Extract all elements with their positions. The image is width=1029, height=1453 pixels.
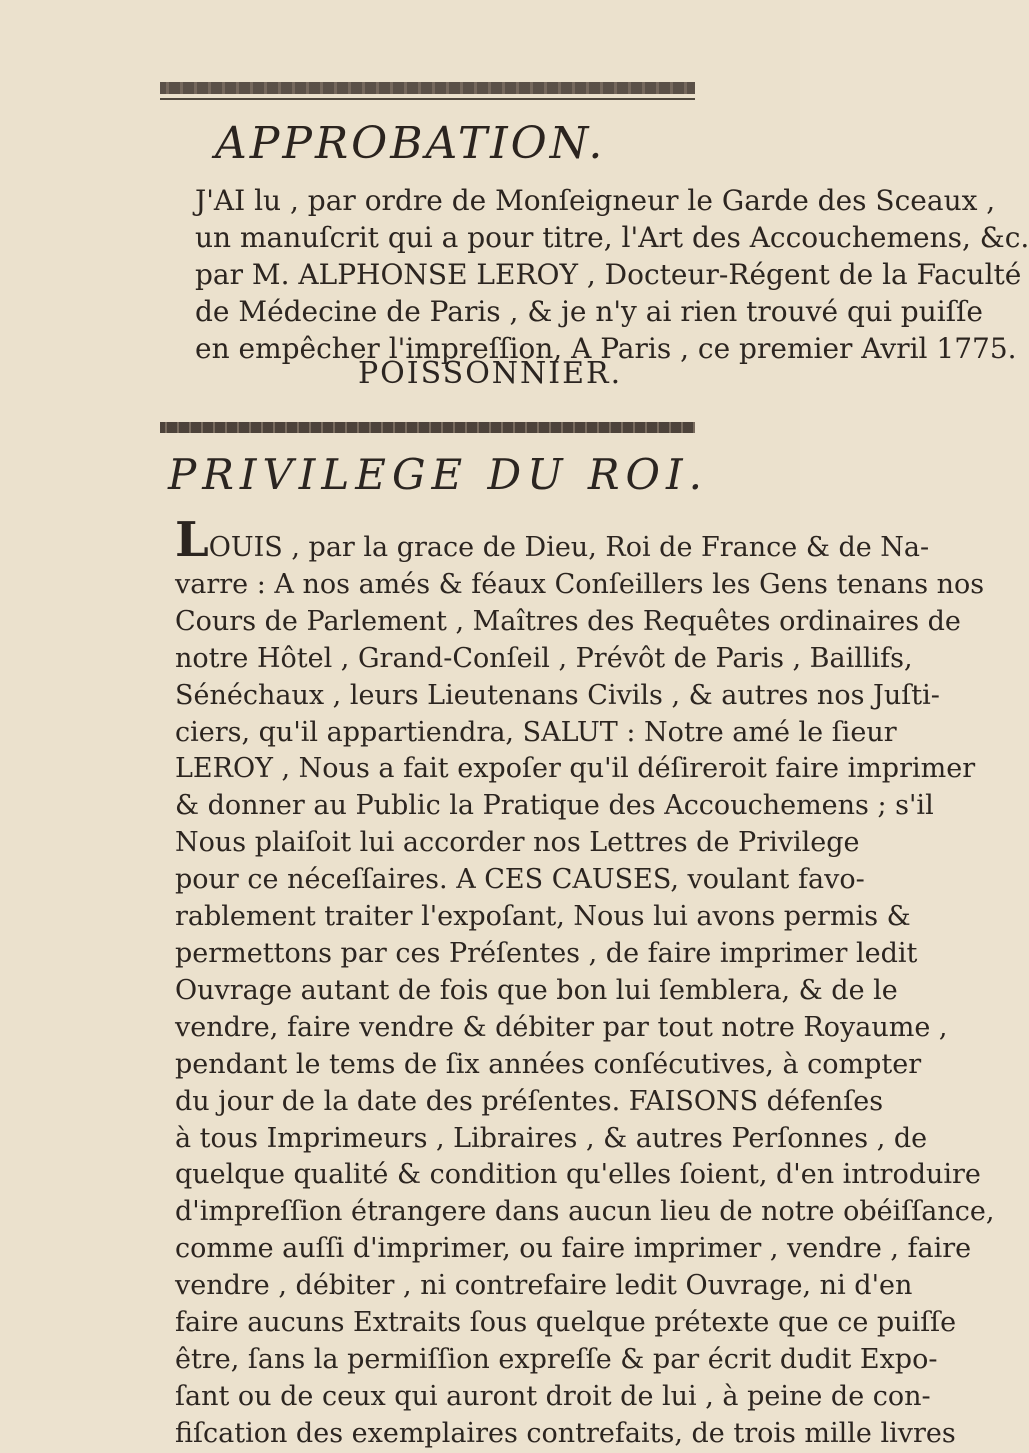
privilege-line: d'impreſſion étrangere dans aucun lieu de notre obéiſſance, — [175, 1196, 995, 1228]
approbation-signature: POISSONNIER. — [358, 356, 623, 391]
privilege-line-text: OUIS , par la grace de Dieu, Roi de France & de Na- — [208, 532, 930, 563]
approbation-line: de Médecine de Paris , & je n'y ai rien trouvé qui puiſſe — [195, 295, 984, 328]
privilege-paragraph — [175, 512, 995, 1453]
approbation-line: J'AI lu , par ordre de Monſeigneur le Garde des Sceaux , — [195, 184, 996, 217]
privilege-heading: PRIVILEGE DU ROI. — [168, 450, 708, 499]
privilege-line: permettons par ces Préſentes , de faire imprimer ledit — [175, 937, 918, 969]
privilege-line: à tous Imprimeurs , Libraires , & autres Perſonnes , de — [175, 1122, 928, 1154]
privilege-line: rablement traiter l'expoſant, Nous lui avons permis & — [175, 901, 911, 933]
privilege-line: LEROY , Nous a fait expoſer qu'il déſireroit faire imprimer — [175, 753, 976, 785]
top-thin-rule — [160, 98, 695, 100]
approbation-line: en empêcher l'impreſſion, A Paris , ce premier Avril 1775. — [195, 332, 1017, 365]
privilege-line: Cours de Parlement , Maîtres des Requêtes ordinaires de — [175, 605, 961, 637]
privilege-line: quelque qualité & condition qu'elles ſoient, d'en introduire — [175, 1159, 981, 1191]
top-ornamental-rule — [160, 82, 695, 94]
privilege-line: du jour de la date des préſentes. FAISONS défenſes — [175, 1085, 884, 1117]
privilege-line: pendant le tems de ſix années conſécutives, à compter — [175, 1048, 922, 1080]
approbation-line: un manuſcrit qui a pour titre, l'Art des Accouchemens, &c. — [195, 221, 1029, 254]
privilege-line: Ouvrage autant de fois que bon lui ſemblera, & de le — [175, 974, 898, 1006]
privilege-line: vendre, faire vendre & débiter par tout notre Royaume , — [175, 1011, 948, 1043]
privilege-line: faire aucuns Extraits ſous quelque prétexte que ce puiſſe — [175, 1307, 957, 1339]
approbation-paragraph — [195, 182, 1029, 367]
privilege-line: notre Hôtel , Grand-Conſeil , Prévôt de Paris , Baillifs, — [175, 642, 913, 674]
drop-cap: L — [175, 512, 209, 568]
section-divider-rule — [160, 422, 695, 433]
privilege-line — [175, 512, 930, 568]
privilege-line: fiſcation des exemplaires contrefaits, de trois mille livres — [175, 1417, 956, 1449]
privilege-line: Sénéchaux , leurs Lieutenans Civils , & autres nos Juſti- — [175, 679, 940, 711]
privilege-line: Nous plaiſoit lui accorder nos Lettres de Privilege — [175, 827, 860, 859]
privilege-line: être, ſans la permiſſion expreſſe & par écrit dudit Expo- — [175, 1343, 938, 1375]
privilege-line: ſant ou de ceux qui auront droit de lui , à peine de con- — [175, 1380, 931, 1412]
privilege-line: pour ce néceſſaires. A CES CAUSES, voulant favo- — [175, 864, 865, 896]
privilege-line: comme auſſi d'imprimer, ou faire imprimer , vendre , faire — [175, 1233, 972, 1265]
privilege-line: varre : A nos amés & féaux Conſeillers les Gens tenans nos — [175, 568, 985, 600]
approbation-line: par M. ALPHONSE LEROY , Docteur-Régent de la Faculté — [195, 258, 1022, 291]
privilege-line: vendre , débiter , ni contrefaire ledit Ouvrage, ni d'en — [175, 1270, 913, 1302]
privilege-line: ciers, qu'il appartiendra, SALUT : Notre amé le ſieur — [175, 716, 897, 748]
privilege-line: & donner au Public la Pratique des Accouchemens ; s'il — [175, 790, 934, 822]
approbation-heading: APPROBATION. — [215, 118, 606, 169]
